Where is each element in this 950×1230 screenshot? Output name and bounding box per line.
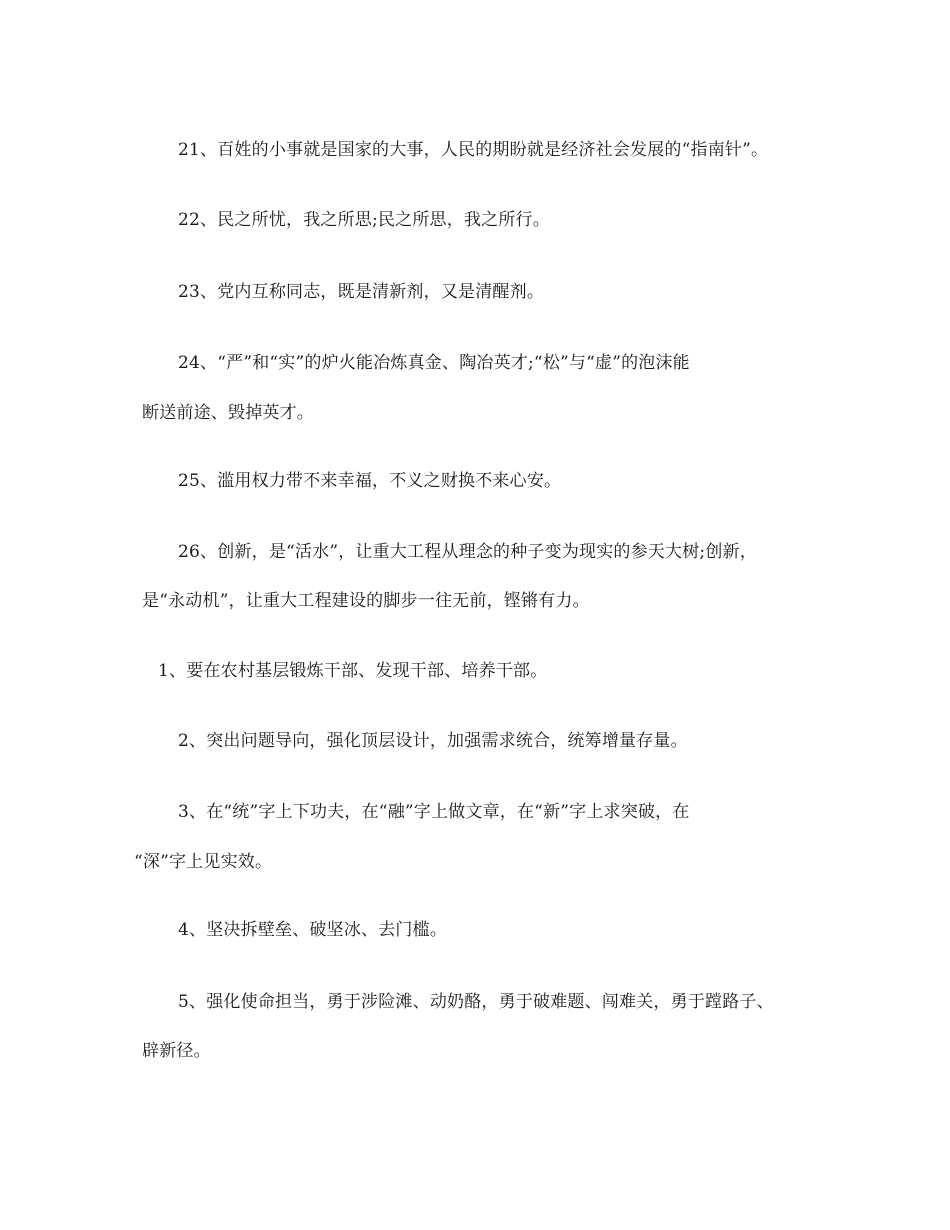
- text-line: 23、党内互称同志，既是清新剂，又是清醒剂。: [178, 282, 545, 302]
- text-line: 4、坚决拆壁垒、破坚冰、去门槛。: [178, 920, 448, 940]
- text-line: 24、“严”和“实”的炉火能冶炼真金、陶冶英才;“松”与“虚”的泡沫能: [178, 353, 690, 373]
- text-line: 2、突出问题导向，强化顶层设计，加强需求统合，统筹增量存量。: [178, 731, 688, 751]
- text-line: 断送前途、毁掉英才。: [142, 403, 314, 423]
- text-line: 26、创新，是“活水”，让重大工程从理念的种子变为现实的参天大树;创新，: [178, 542, 757, 562]
- text-line: 1、要在农村基层锻炼干部、发现干部、培养干部。: [158, 661, 548, 681]
- text-line: 3、在“统”字上下功夫，在“融”字上做文章，在“新”字上求突破，在: [178, 802, 690, 822]
- text-line: 是“永动机”，让重大工程建设的脚步一往无前，铿锵有力。: [142, 591, 590, 611]
- text-line: 21、百姓的小事就是国家的大事，人民的期盼就是经济社会发展的“指南针”。: [178, 140, 769, 160]
- text-line: 辟新径。: [142, 1041, 211, 1061]
- text-line: 22、民之所忧，我之所思;民之所思，我之所行。: [178, 210, 550, 230]
- text-line: 25、滥用权力带不来幸福，不义之财换不来心安。: [178, 471, 562, 491]
- text-line: 5、强化使命担当，勇于涉险滩、动奶酪，勇于破难题、闯难关，勇于蹚路子、: [178, 992, 774, 1012]
- text-line: “深”字上见实效。: [134, 852, 273, 872]
